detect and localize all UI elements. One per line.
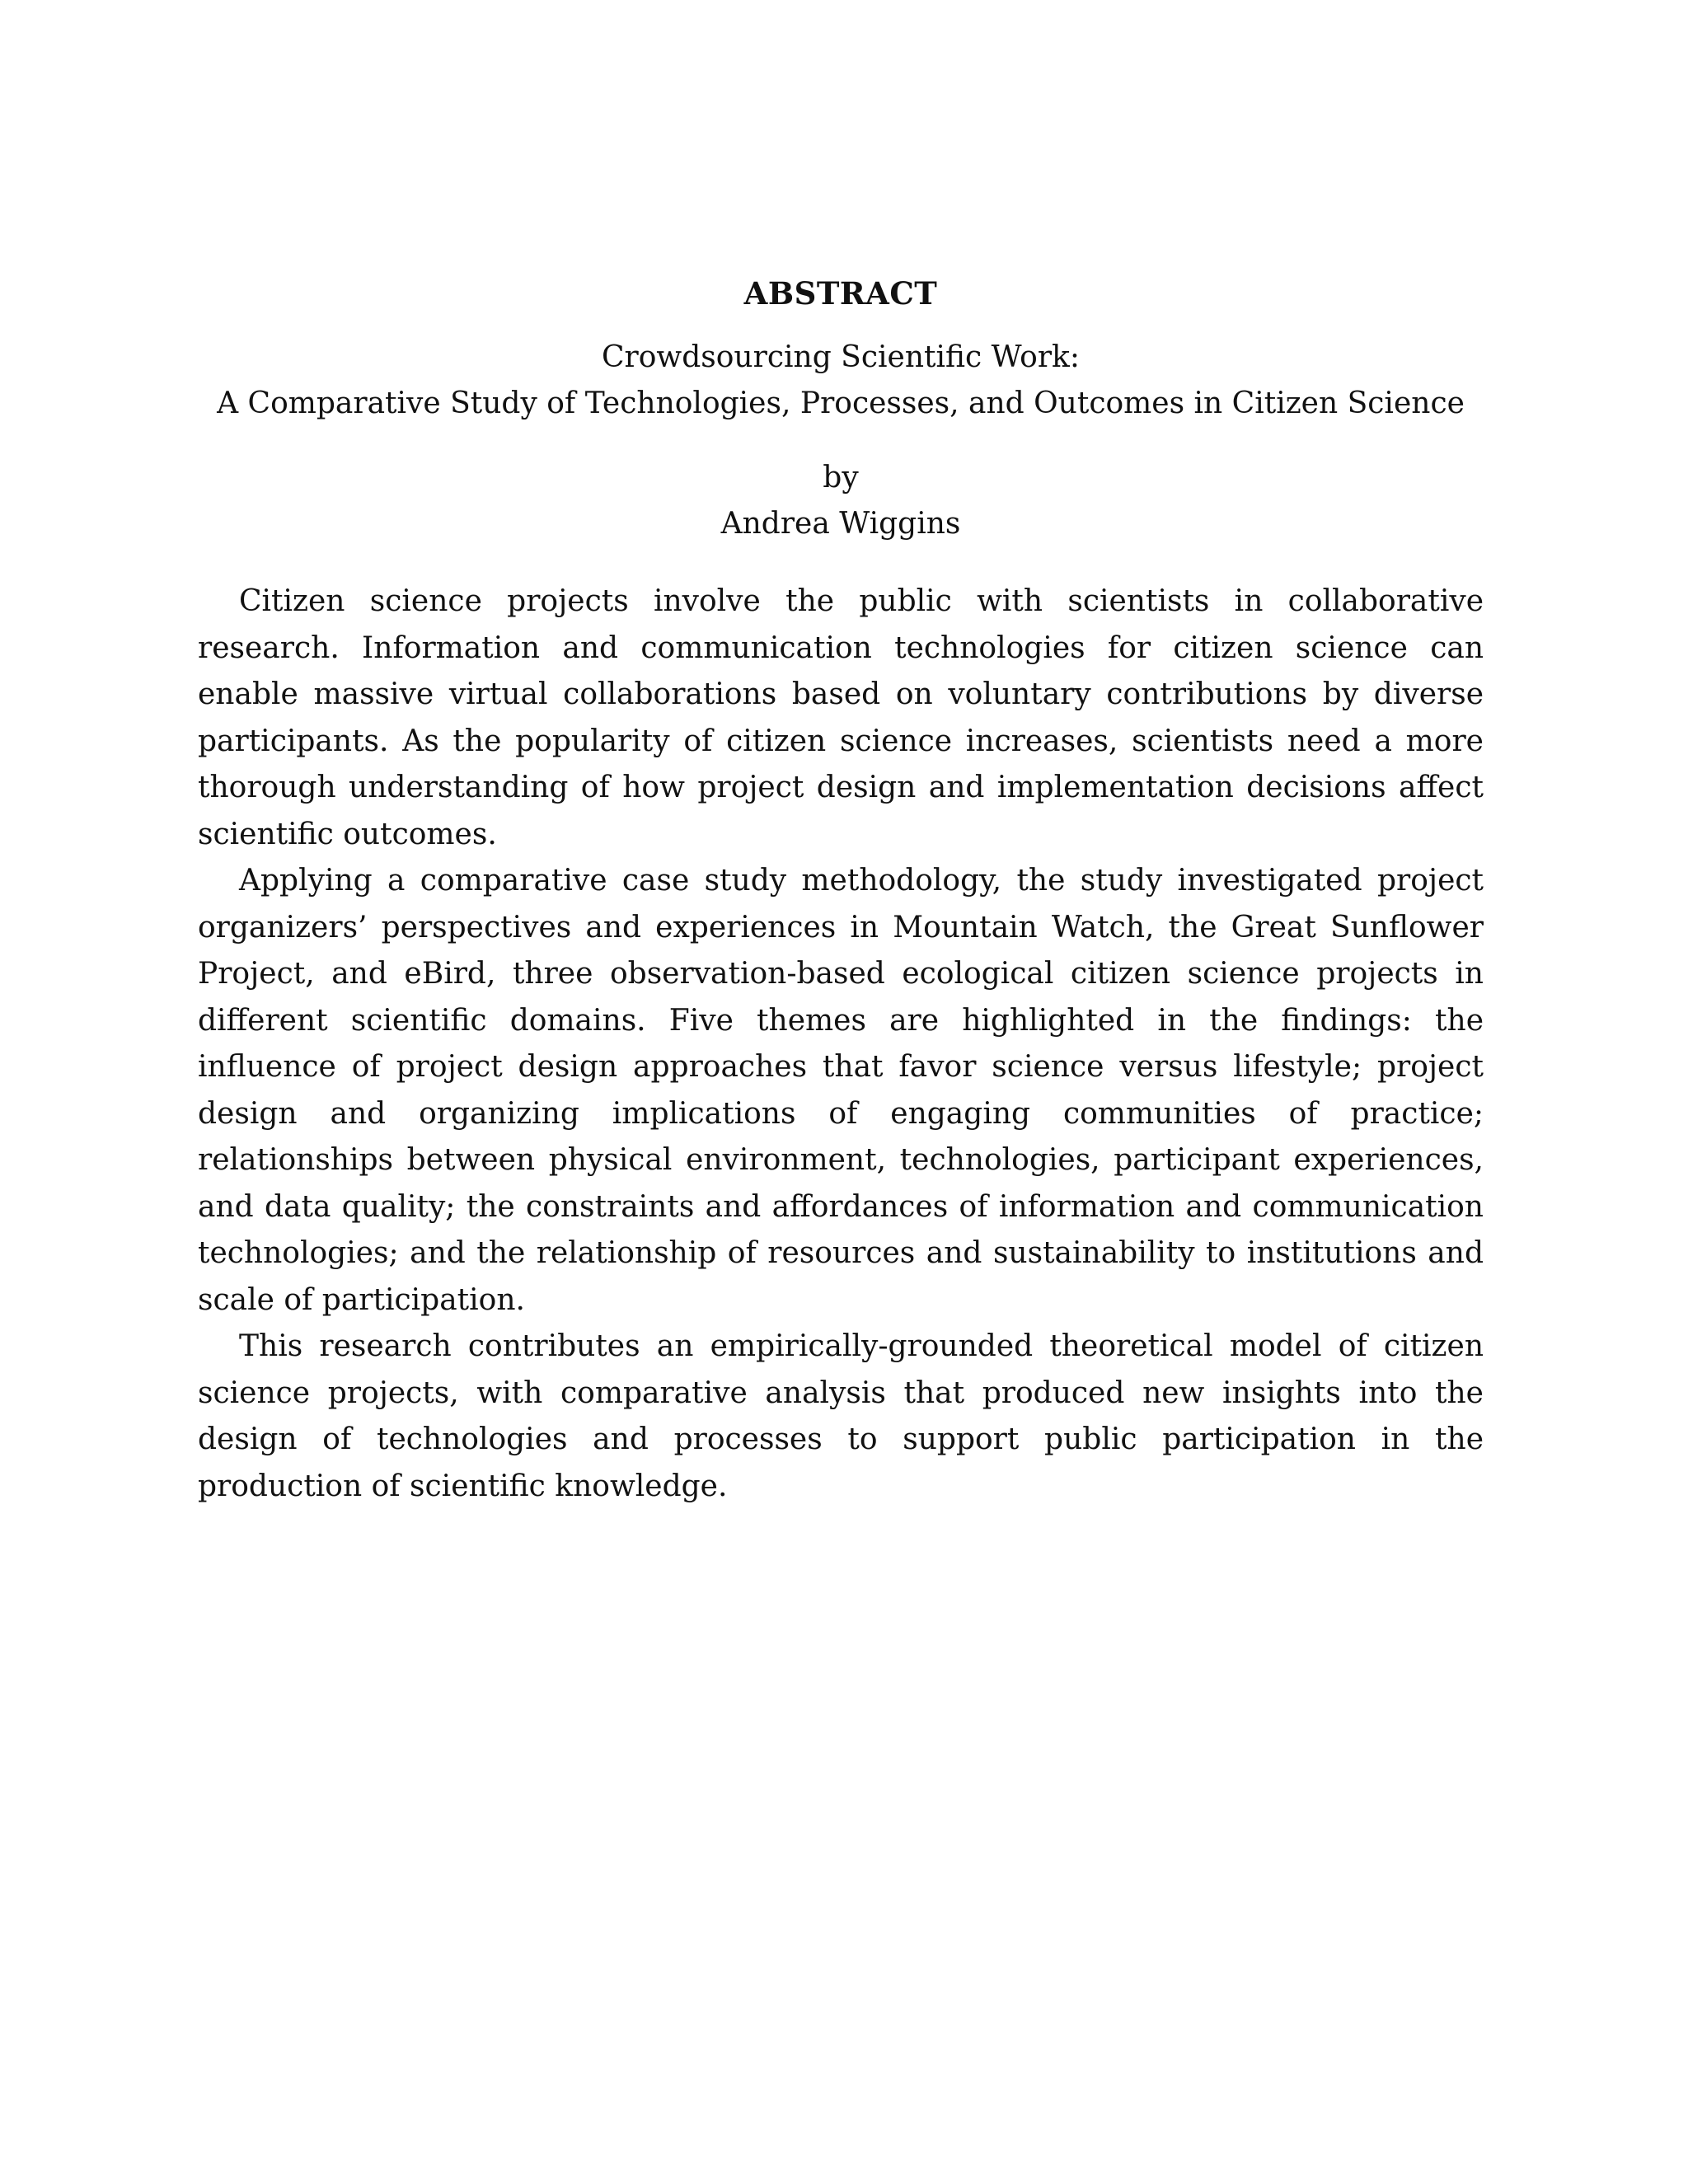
- byline-by: by: [823, 461, 859, 494]
- author-name: Andrea Wiggins: [720, 507, 961, 541]
- thesis-title: [198, 335, 1484, 427]
- thesis-title-line-1: Crowdsourcing Scientific Work:: [602, 340, 1080, 374]
- abstract-paragraph-1: Citizen science projects involve the public with scientists in collaborative research. Information and communication technologies for citizen science can enable massive virtual collaborations based on voluntary contributions by diverse participants. As the popularity of citizen science increases, scientists need a more thorough understanding of how project design and implementation decisions affect scientific outcomes.: [198, 584, 1484, 851]
- abstract-paragraph-2: Applying a comparative case study methodology, the study investigated project organizers’ perspectives and experiences in Mountain Watch, the Great Sunflower Project, and eBird, three observation-based ecological citizen science projects in different scientific domains. Five themes are highlighted in the findings: the influence of project design approaches that favor science versus lifestyle; project design and organizing implications of engaging communities of practice; relationships between physical environment, technologies, participant experiences, and data quality; the constraints and affordances of information and communication technologies; and the relationship of resources and sustainability to institutions and scale of participation.: [198, 864, 1484, 1317]
- abstract-heading: ABSTRACT: [743, 275, 938, 312]
- abstract-paragraph-3: This research contributes an empirically-grounded theoretical model of citizen science projects, with comparative analysis that produced new insights into the design of technologies and processes to support public participation in the production of scientific knowledge.: [198, 1329, 1484, 1503]
- thesis-title-line-2: A Comparative Study of Technologies, Processes, and Outcomes in Citizen Science: [217, 387, 1465, 420]
- abstract-body: [198, 579, 1484, 1510]
- byline: [198, 455, 1484, 547]
- abstract-content: [198, 270, 1484, 1510]
